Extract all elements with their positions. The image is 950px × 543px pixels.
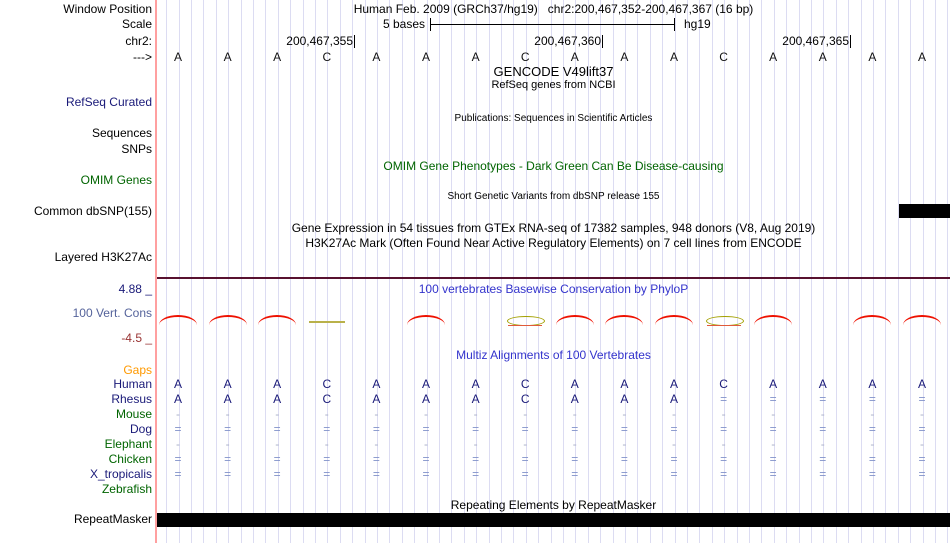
alignment-cell: = <box>323 421 331 436</box>
alignment-cell: A <box>868 376 877 391</box>
track-label-chicken[interactable]: Chicken <box>108 451 152 466</box>
alignment-cell: - <box>820 406 825 421</box>
track-title-gtex[interactable]: Gene Expression in 54 tissues from GTEx RNA-seq of 17382 samples, 948 donors (V8, Aug 2019) <box>291 220 816 235</box>
alignment-cell: - <box>721 436 726 451</box>
position-tick <box>850 35 851 48</box>
alignment-cell: = <box>620 466 628 481</box>
track-title-omim[interactable]: OMIM Gene Phenotypes - Dark Green Can Be Disease-causing <box>383 158 724 173</box>
alignment-cell: C <box>520 391 530 406</box>
alignment-cell: C <box>322 376 332 391</box>
alignment-cell: A <box>421 376 430 391</box>
alignment-cell: A <box>372 376 381 391</box>
alignment-cell: - <box>324 406 329 421</box>
alignment-cell: A <box>173 376 182 391</box>
alignment-cell: = <box>868 466 876 481</box>
alignment-cell: - <box>920 406 924 421</box>
track-title-repeatmasker[interactable]: Repeating Elements by RepeatMasker <box>450 497 657 512</box>
alignment-cell: = <box>472 421 480 436</box>
base-cell: A <box>818 49 827 64</box>
alignment-cell: = <box>571 451 579 466</box>
alignment-cell: - <box>225 406 230 421</box>
alignment-cell: - <box>473 406 478 421</box>
conservation-underline-mark <box>508 325 542 327</box>
alignment-cell: A <box>620 376 629 391</box>
track-title-refseq[interactable]: RefSeq genes from NCBI <box>491 79 616 91</box>
track-label-snps[interactable]: SNPs <box>121 141 152 156</box>
base-cell: A <box>570 49 579 64</box>
alignment-cell: = <box>174 466 182 481</box>
base-cell: A <box>917 49 926 64</box>
alignment-cell: = <box>323 451 331 466</box>
alignment-cell: - <box>225 436 230 451</box>
base-cell: C <box>520 49 530 64</box>
track-label-elephant[interactable]: Elephant <box>104 436 152 451</box>
alignment-cell: = <box>224 466 232 481</box>
base-cell: A <box>372 49 381 64</box>
base-cell: A <box>173 49 182 64</box>
alignment-cell: A <box>471 376 480 391</box>
alignment-cell: = <box>273 451 281 466</box>
alignment-cell: = <box>868 391 876 406</box>
alignment-cell: = <box>819 391 827 406</box>
track-label-omim-genes[interactable]: OMIM Genes <box>80 172 152 187</box>
alignment-cell: = <box>769 451 777 466</box>
base-cell: A <box>421 49 430 64</box>
alignment-cell: = <box>372 451 380 466</box>
alignment-cell: = <box>620 451 628 466</box>
scale-value: 5 bases <box>382 16 425 31</box>
alignment-cell: = <box>769 421 777 436</box>
alignment-cell: = <box>918 391 926 406</box>
alignment-cell: = <box>224 421 232 436</box>
alignment-cell: = <box>372 466 380 481</box>
track-label-repeatmasker[interactable]: RepeatMasker <box>73 511 152 526</box>
alignment-cell: - <box>572 406 577 421</box>
alignment-cell: A <box>273 391 282 406</box>
base-cell: A <box>868 49 877 64</box>
alignment-cell: - <box>870 436 875 451</box>
alignment-cell: = <box>174 451 182 466</box>
position-tick <box>354 35 355 48</box>
alignment-cell: A <box>669 391 678 406</box>
alignment-cell: = <box>372 421 380 436</box>
dbsnp-feature-box[interactable] <box>899 204 950 218</box>
alignment-cell: A <box>421 391 430 406</box>
window-title: Human Feb. 2009 (GRCh37/hg19) chr2:200,467,352-200,467,367 (16 bp) <box>353 1 754 16</box>
alignment-cell: = <box>422 421 430 436</box>
alignment-cell: - <box>622 406 627 421</box>
alignment-cell: = <box>720 466 728 481</box>
alignment-cell: = <box>720 391 728 406</box>
alignment-cell: = <box>521 466 529 481</box>
conservation-flat-mark <box>309 321 345 323</box>
alignment-cell: - <box>424 406 428 421</box>
alignment-cell: - <box>374 406 379 421</box>
alignment-cell: = <box>819 451 827 466</box>
alignment-cell: A <box>669 376 678 391</box>
alignment-cell: - <box>324 436 329 451</box>
alignment-cell: = <box>422 451 430 466</box>
alignment-cell: - <box>424 436 428 451</box>
track-label-mouse[interactable]: Mouse <box>115 406 152 421</box>
alignment-cell: = <box>670 451 678 466</box>
chromosome-label: chr2: <box>125 33 152 48</box>
conservation-min-value: -4.5 _ <box>121 330 152 345</box>
alignment-cell: = <box>422 466 430 481</box>
alignment-cell: = <box>521 451 529 466</box>
track-label-100-vert-cons[interactable]: 100 Vert. Cons <box>72 305 152 320</box>
alignment-cell: - <box>672 436 676 451</box>
alignment-cell: = <box>323 466 331 481</box>
conservation-underline-mark <box>707 325 741 327</box>
base-cell: A <box>769 49 778 64</box>
repeatmasker-feature-bar[interactable] <box>157 513 950 527</box>
alignment-cell: A <box>769 376 778 391</box>
alignment-cell: A <box>570 391 579 406</box>
base-cell: C <box>322 49 332 64</box>
alignment-cell: - <box>572 436 577 451</box>
alignment-cell: = <box>819 466 827 481</box>
alignment-cell: = <box>224 451 232 466</box>
scale-bar-right-tick <box>674 18 675 31</box>
position-label: 200,467,355 <box>286 33 353 48</box>
alignment-cell: - <box>920 436 924 451</box>
alignment-cell: = <box>670 466 678 481</box>
alignment-cell: = <box>918 421 926 436</box>
alignment-cell: A <box>223 391 232 406</box>
track-title-multiz[interactable]: Multiz Alignments of 100 Vertebrates <box>456 347 651 362</box>
scale-bar-left-tick <box>430 18 431 31</box>
base-cell: A <box>471 49 480 64</box>
alignment-cell: = <box>819 421 827 436</box>
alignment-cell: A <box>818 376 827 391</box>
base-cell: A <box>273 49 282 64</box>
alignment-cell: = <box>918 466 926 481</box>
base-cell: A <box>669 49 678 64</box>
alignment-cell: - <box>721 406 726 421</box>
track-label-zebrafish[interactable]: Zebrafish <box>101 481 152 496</box>
base-cell: A <box>620 49 629 64</box>
alignment-cell: A <box>917 376 926 391</box>
track-label-dog[interactable]: Dog <box>129 421 152 436</box>
alignment-cell: - <box>771 406 776 421</box>
alignment-cell: = <box>620 421 628 436</box>
alignment-cell: C <box>719 376 728 391</box>
alignment-cell: C <box>520 376 530 391</box>
alignment-cell: = <box>720 421 728 436</box>
position-tick <box>602 35 603 48</box>
conservation-max-value: 4.88 _ <box>118 281 152 296</box>
alignment-cell: C <box>322 391 332 406</box>
alignment-cell: A <box>173 391 182 406</box>
base-cell: A <box>223 49 232 64</box>
alignment-cell: = <box>472 466 480 481</box>
alignment-cell: A <box>620 391 629 406</box>
track-label-common-dbsnp[interactable]: Common dbSNP(155) <box>33 203 152 218</box>
track-title-dbsnp[interactable]: Short Genetic Variants from dbSNP release 155 <box>447 191 660 202</box>
window-position-label: Window Position <box>63 1 152 16</box>
track-label-gaps[interactable]: Gaps <box>123 362 152 377</box>
track-title-h3k27ac[interactable]: H3K27Ac Mark (Often Found Near Active Regulatory Elements) on 7 cell lines from ENCODE <box>305 235 802 250</box>
alignment-cell: - <box>820 436 825 451</box>
alignment-cell: = <box>521 421 529 436</box>
alignment-cell: = <box>571 421 579 436</box>
alignment-cell: - <box>672 406 676 421</box>
alignment-cell: - <box>523 406 528 421</box>
alignment-cell: - <box>176 406 180 421</box>
alignment-cell: = <box>174 421 182 436</box>
alignment-cell: = <box>472 451 480 466</box>
alignment-cell: - <box>176 436 180 451</box>
alignment-cell: - <box>771 436 776 451</box>
scale-label: Scale <box>121 16 152 31</box>
alignment-cell: = <box>720 451 728 466</box>
track-title-phylop[interactable]: 100 vertebrates Basewise Conservation by PhyloP <box>418 281 689 296</box>
alignment-cell: - <box>870 406 875 421</box>
strand-arrow: ---> <box>133 49 152 64</box>
track-label-rhesus[interactable]: Rhesus <box>111 391 152 406</box>
track-label-human[interactable]: Human <box>113 376 152 391</box>
base-cell: C <box>719 49 728 64</box>
alignment-cell: = <box>273 421 281 436</box>
alignment-cell: = <box>868 451 876 466</box>
alignment-cell: = <box>769 391 777 406</box>
track-title-publications[interactable]: Publications: Sequences in Scientific Articles <box>454 113 653 124</box>
assembly-label: hg19 <box>684 16 711 31</box>
alignment-cell: = <box>670 421 678 436</box>
scale-bar <box>430 24 675 25</box>
alignment-cell: A <box>372 391 381 406</box>
alignment-cell: - <box>473 436 478 451</box>
alignment-cell: - <box>523 436 528 451</box>
alignment-cell: = <box>918 451 926 466</box>
alignment-cell: = <box>571 466 579 481</box>
alignment-cell: = <box>868 421 876 436</box>
alignment-cell: A <box>570 376 579 391</box>
alignment-cell: A <box>223 376 232 391</box>
alignment-cell: - <box>275 406 280 421</box>
alignment-cell: A <box>471 391 480 406</box>
alignment-cell: = <box>273 466 281 481</box>
conservation-track-top-border <box>157 277 950 279</box>
position-label: 200,467,360 <box>534 33 601 48</box>
track-label-refseq-curated[interactable]: RefSeq Curated <box>65 94 152 109</box>
track-label-sequences[interactable]: Sequences <box>91 125 152 140</box>
alignment-cell: - <box>275 436 280 451</box>
track-label-layered-h3k27ac[interactable]: Layered H3K27Ac <box>54 249 152 264</box>
position-label: 200,467,365 <box>782 33 849 48</box>
track-title-gencode[interactable]: GENCODE V49lift37 <box>493 64 614 79</box>
alignment-cell: = <box>769 466 777 481</box>
alignment-cell: - <box>374 436 379 451</box>
alignment-cell: - <box>622 436 627 451</box>
track-label-x_tropicalis[interactable]: X_tropicalis <box>89 466 152 481</box>
alignment-cell: A <box>273 376 282 391</box>
